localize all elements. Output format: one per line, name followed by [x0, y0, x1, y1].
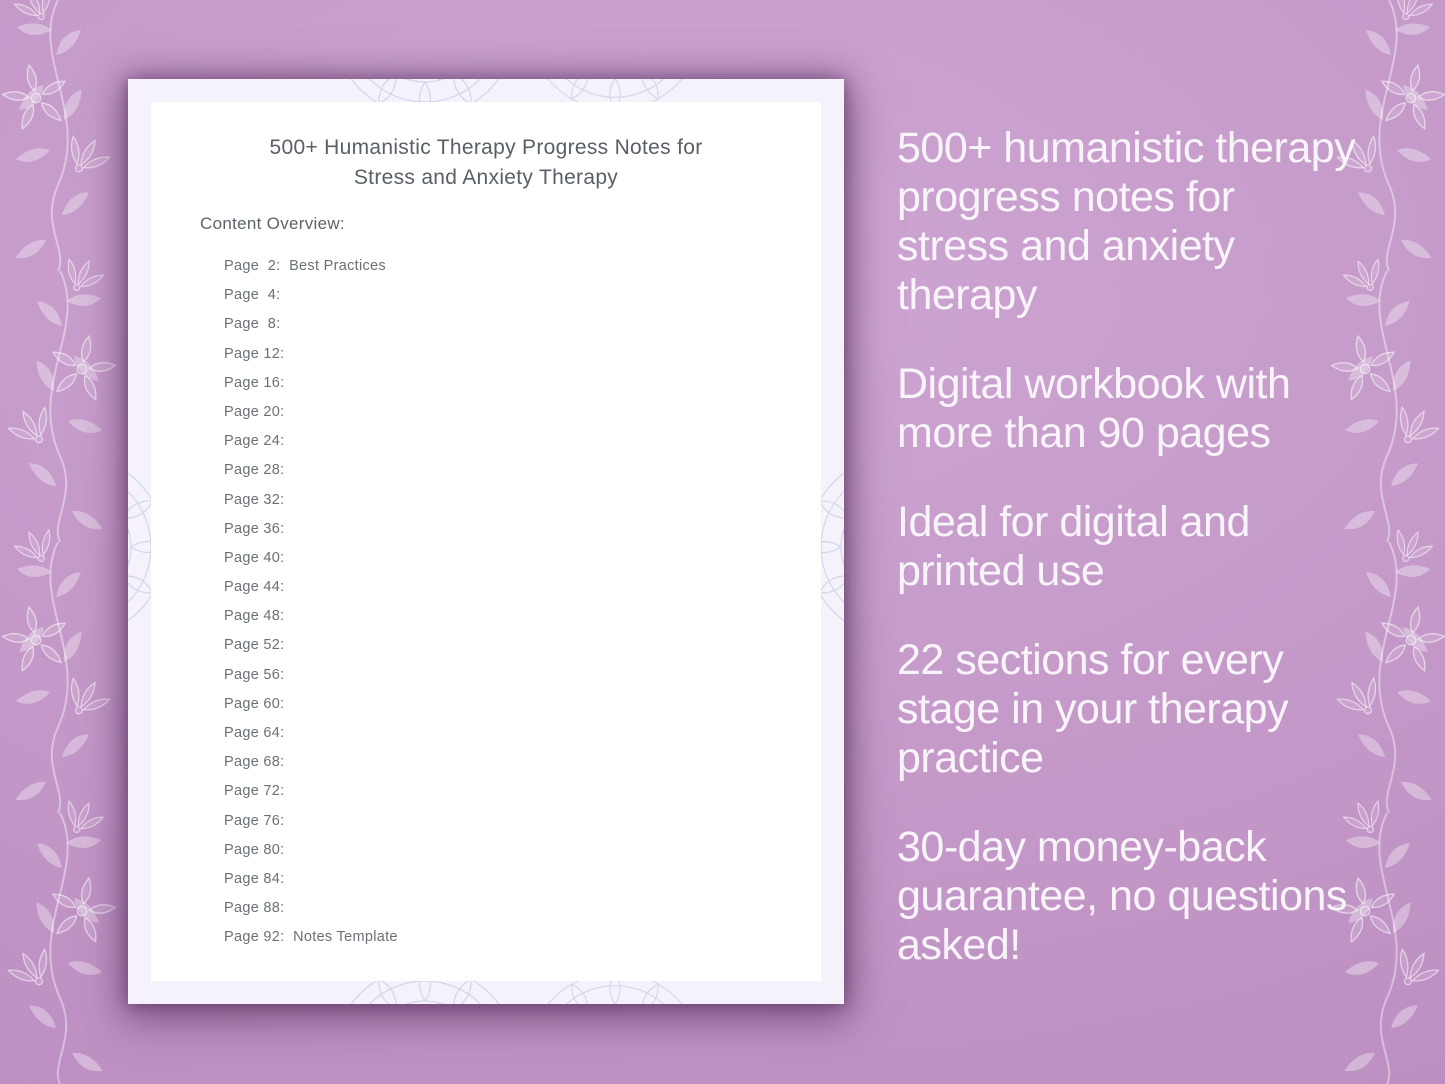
floral-border-left-icon [0, 0, 124, 1084]
document-sheet [151, 102, 821, 981]
toc-item: Page 88: [224, 900, 285, 917]
toc-item: Page 84: [224, 870, 285, 887]
toc-item: Page 76: [224, 812, 285, 829]
toc-item: Page 68: [224, 754, 285, 771]
toc-item: Page 72: [224, 783, 285, 800]
document-title [171, 133, 801, 193]
document-title-line: 500+ Humanistic Therapy Progress Notes for [269, 136, 703, 159]
toc-item: Page 2: Best Practices [224, 258, 386, 274]
toc-item: Page 16: [224, 374, 285, 391]
marketing-block: 22 sections for every stage in your therapy practice [897, 636, 1289, 782]
toc-item: Page 44: [224, 579, 285, 596]
toc-item: Page 20: [224, 403, 285, 420]
toc-item: Page 24: [224, 433, 285, 450]
toc-item: Page 32: [224, 491, 285, 508]
toc-item: Page 92: Notes Template [224, 929, 398, 946]
marketing-block: 500+ humanistic therapy progress notes for stress and anxiety therapy [897, 124, 1356, 319]
marketing-block: Digital workbook with more than 90 pages [897, 360, 1291, 457]
toc-item: Page 56: [224, 666, 285, 683]
marketing-block: Ideal for digital and printed use [897, 498, 1250, 595]
document-title-line: Stress and Anxiety Therapy [353, 166, 619, 189]
table-of-contents [224, 252, 398, 953]
toc-item: Page 28: [224, 462, 285, 479]
toc-item: Page 40: [224, 549, 285, 566]
content-overview-label: Content Overview: [200, 214, 345, 233]
toc-item: Page 60: [224, 695, 285, 712]
marketing-block: 30-day money-back guarantee, no questions asked! [897, 823, 1347, 969]
toc-item: Page 64: [224, 725, 285, 741]
toc-item: Page 8: [224, 316, 281, 333]
document-preview [128, 79, 844, 1004]
toc-item: Page 80: [224, 841, 285, 858]
toc-item: Page 36: [224, 520, 285, 537]
marketing-copy [897, 124, 1357, 1010]
toc-item: Page 4: [224, 287, 281, 304]
toc-item: Page 48: [224, 608, 285, 625]
toc-item: Page 52: [224, 637, 285, 654]
toc-item: Page 12: [224, 345, 285, 362]
